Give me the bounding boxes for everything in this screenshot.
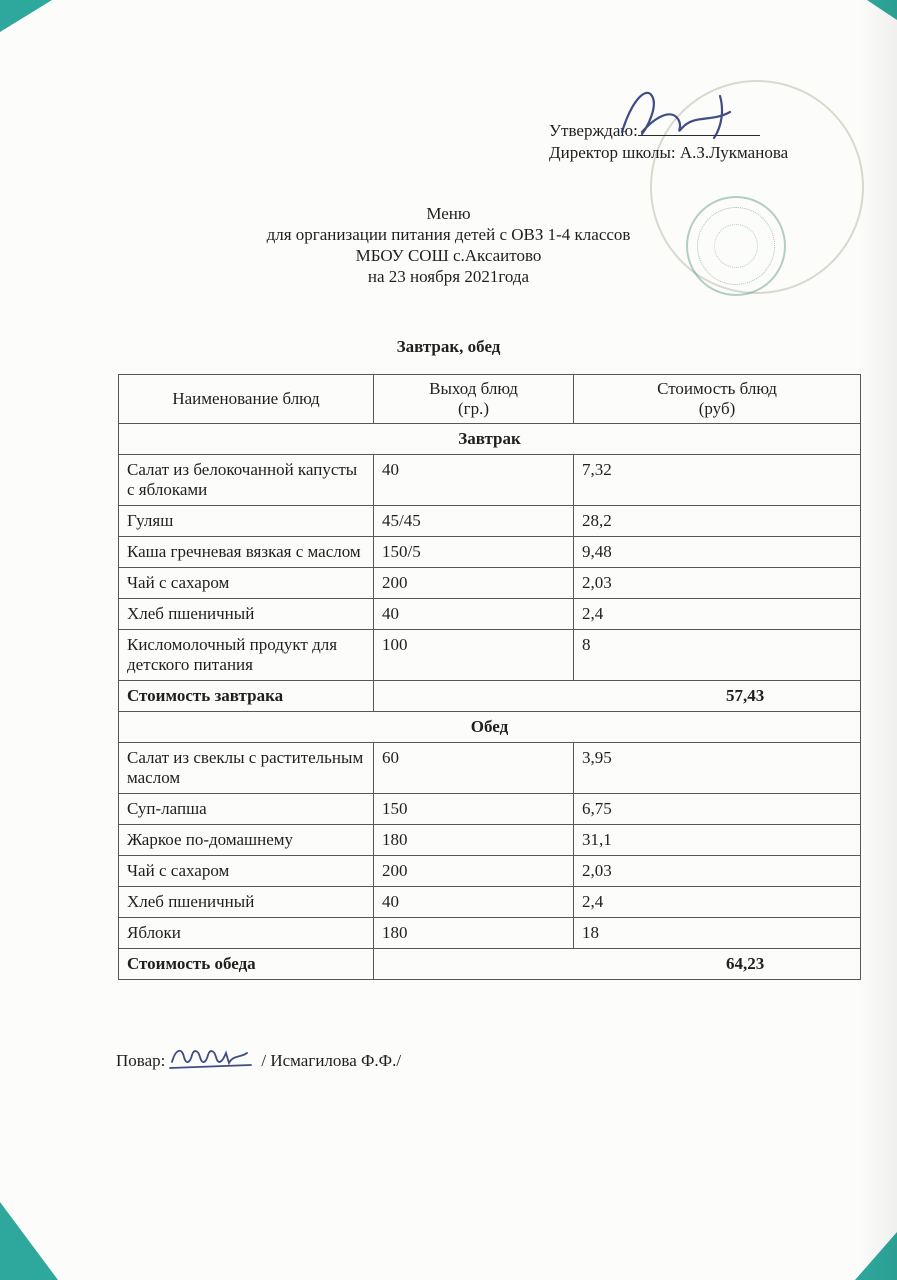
- dish-cost: 3,95: [574, 743, 861, 794]
- breakfast-total-label: Стоимость завтрака: [119, 681, 374, 712]
- dish-output: 40: [374, 599, 574, 630]
- section-row-lunch: [119, 712, 861, 743]
- dish-output: 150: [374, 794, 574, 825]
- menu-table: [118, 374, 861, 980]
- dish-output: 200: [374, 568, 574, 599]
- dish-output: 150/5: [374, 537, 574, 568]
- table-row: [119, 918, 861, 949]
- breakfast-total-value: 57,43: [374, 681, 861, 712]
- dish-name: Суп-лапша: [119, 794, 374, 825]
- dish-name: Салат из свеклы с растительным маслом: [119, 743, 374, 794]
- dish-cost: 6,75: [574, 794, 861, 825]
- dish-name: Кисломолочный продукт для детского питания: [119, 630, 374, 681]
- dish-output: 60: [374, 743, 574, 794]
- title-line-2: для организации питания детей с ОВЗ 1-4 классов: [266, 225, 631, 244]
- dish-name: Каша гречневая вязкая с маслом: [119, 537, 374, 568]
- document-title: [0, 203, 897, 287]
- title-line-1: Меню: [426, 204, 471, 223]
- lunch-total-label: Стоимость обеда: [119, 949, 374, 980]
- dish-cost: 2,4: [574, 599, 861, 630]
- breakfast-total-row: [119, 681, 861, 712]
- director-line: Директор школы: А.З.Лукманова: [549, 143, 789, 162]
- title-line-3: МБОУ СОШ с.Аксаитово: [355, 246, 542, 265]
- section-row-breakfast: [119, 424, 861, 455]
- dish-name: Чай с сахаром: [119, 568, 374, 599]
- meals-subtitle: Завтрак, обед: [396, 337, 501, 356]
- col-header-cost-line2: (руб): [698, 399, 736, 418]
- cook-signature-icon: [167, 1042, 259, 1074]
- lunch-total-value: 64,23: [374, 949, 861, 980]
- table-row: [119, 455, 861, 506]
- cook-label: Повар:: [116, 1051, 166, 1070]
- dish-cost: 9,48: [574, 537, 861, 568]
- dish-cost: 28,2: [574, 506, 861, 537]
- dish-name: Яблоки: [119, 918, 374, 949]
- section-label-lunch: Обед: [119, 712, 861, 743]
- table-row: [119, 887, 861, 918]
- dish-output: 40: [374, 887, 574, 918]
- dish-cost: 8: [574, 630, 861, 681]
- dish-cost: 2,03: [574, 568, 861, 599]
- dish-cost: 2,03: [574, 856, 861, 887]
- dish-cost: 2,4: [574, 887, 861, 918]
- col-header-cost: [574, 375, 861, 424]
- dish-name: Хлеб пшеничный: [119, 887, 374, 918]
- dish-cost: 31,1: [574, 825, 861, 856]
- scan-corner-bottom-right: [855, 1232, 897, 1280]
- dish-output: 180: [374, 825, 574, 856]
- section-label-breakfast: Завтрак: [119, 424, 861, 455]
- table-row: [119, 630, 861, 681]
- col-header-cost-line1: Стоимость блюд: [657, 379, 777, 398]
- dish-name: Салат из белокочанной капусты с яблоками: [119, 455, 374, 506]
- dish-name: Хлеб пшеничный: [119, 599, 374, 630]
- title-line-4: на 23 ноября 2021года: [367, 267, 530, 286]
- cook-signature-line: [116, 1042, 401, 1074]
- col-header-output: [374, 375, 574, 424]
- dish-output: 100: [374, 630, 574, 681]
- col-header-name: Наименование блюд: [119, 375, 374, 424]
- col-header-output-line1: Выход блюд: [429, 379, 518, 398]
- scan-corner-bottom-left: [0, 1202, 58, 1280]
- dish-cost: 7,32: [574, 455, 861, 506]
- approve-label: Утверждаю:: [549, 121, 638, 140]
- dish-name: Гуляш: [119, 506, 374, 537]
- dish-cost: 18: [574, 918, 861, 949]
- dish-output: 40: [374, 455, 574, 506]
- table-row: [119, 794, 861, 825]
- scan-corner-top-left: [0, 0, 52, 32]
- table-row: [119, 856, 861, 887]
- table-row: [119, 568, 861, 599]
- cook-name: / Исмагилова Ф.Ф./: [261, 1051, 402, 1070]
- col-header-output-line2: (гр.): [457, 399, 490, 418]
- table-row: [119, 537, 861, 568]
- table-header-row: [119, 375, 861, 424]
- lunch-total-row: [119, 949, 861, 980]
- dish-name: Жаркое по-домашнему: [119, 825, 374, 856]
- director-signature-icon: [612, 82, 762, 144]
- table-row: [119, 825, 861, 856]
- table-row: [119, 743, 861, 794]
- dish-output: 180: [374, 918, 574, 949]
- dish-name: Чай с сахаром: [119, 856, 374, 887]
- dish-output: 200: [374, 856, 574, 887]
- table-row: [119, 506, 861, 537]
- dish-output: 45/45: [374, 506, 574, 537]
- table-row: [119, 599, 861, 630]
- scan-corner-top-right: [867, 0, 897, 20]
